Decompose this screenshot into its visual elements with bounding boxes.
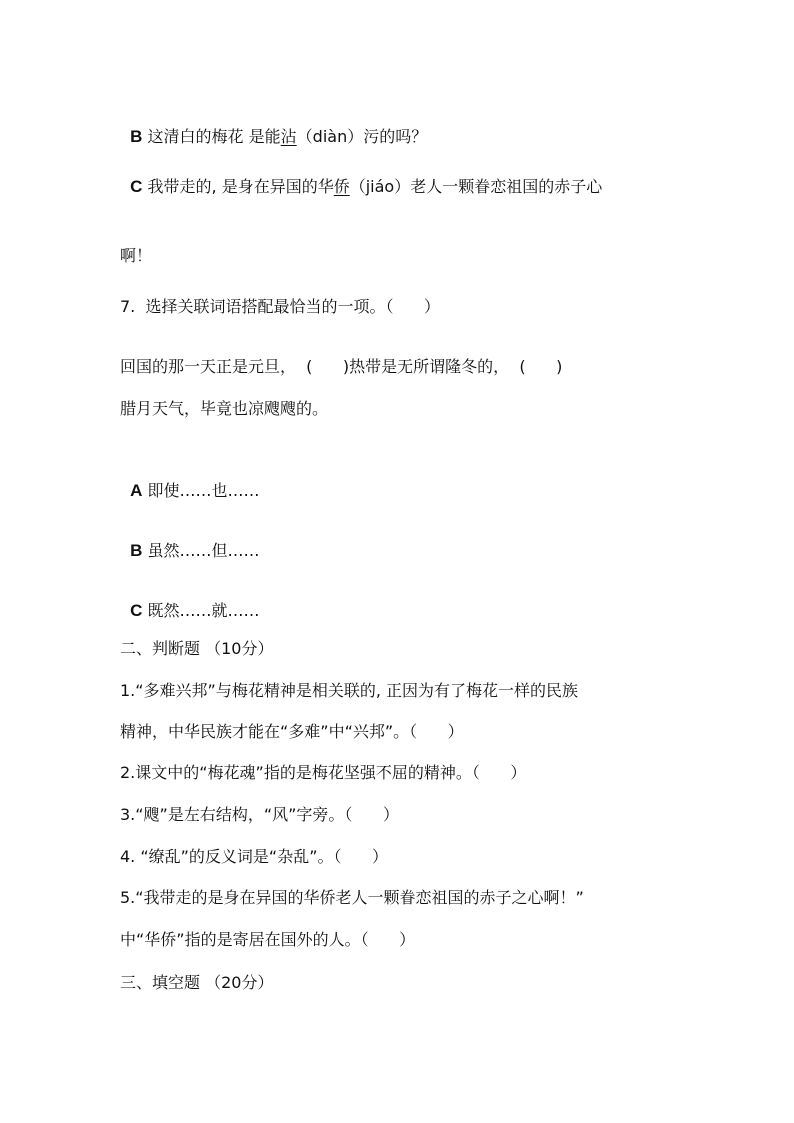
section-3-heading: 三、填空题 （20分）: [120, 973, 274, 992]
q7-passage-line-2: 腊月天气，毕竟也凉飕飕的。: [120, 399, 329, 418]
option-letter: B: [130, 541, 143, 560]
option-letter: C: [130, 601, 143, 620]
tf-item-2: 2.课文中的“梅花魂”指的是梅花坚强不屈的精神。（ ）: [120, 763, 527, 782]
tf-item-5-line-2: 中“华侨”指的是寄居在国外的人。（ ）: [120, 930, 416, 949]
q7-option-b: [120, 518, 260, 562]
option-text: 既然……就……: [142, 601, 260, 620]
option-letter: B: [130, 127, 143, 146]
option-letter: A: [130, 481, 143, 500]
option-text: 虽然……但……: [142, 541, 260, 560]
q7-option-c: [120, 578, 260, 622]
section-2-heading: 二、判断题 （10分）: [120, 639, 274, 658]
tf-item-3: 3.“飕”是左右结构，“风”字旁。（ ）: [120, 805, 399, 824]
option-text-before: 我带走的, 是身在异国的华: [142, 177, 334, 196]
q7-passage-line-1: 回国的那一天正是元旦， ( )热带是无所谓隆冬的， ( ): [120, 357, 563, 376]
option-text-after: （jiáo）老人一颗眷恋祖国的赤子心: [349, 177, 603, 196]
q6-option-c-continuation: 啊！: [120, 246, 153, 265]
option-text-after: （diàn）污的吗？: [296, 127, 428, 146]
underlined-char: 侨: [333, 177, 350, 196]
q7-option-a: [120, 458, 260, 502]
q6-option-b: [120, 104, 427, 148]
tf-item-1-line-2: 精神，中华民族才能在“多难”中“兴邦”。（ ）: [120, 722, 464, 741]
option-letter: C: [130, 177, 143, 196]
q7-prompt: 7. 选择关联词语搭配最恰当的一项。（ ）: [120, 297, 440, 316]
q6-option-c: [120, 154, 602, 198]
tf-item-5-line-1: 5.“我带走的是身在异国的华侨老人一颗眷恋祖国的赤子之心啊！”: [120, 888, 584, 907]
option-text-before: 这清白的梅花 是能: [142, 127, 281, 146]
option-text: 即使……也……: [142, 481, 260, 500]
tf-item-1-line-1: 1.“多难兴邦”与梅花精神是相关联的, 正因为有了梅花一样的民族: [120, 681, 579, 700]
tf-item-4: 4. “缭乱”的反义词是“杂乱”。（ ）: [120, 847, 389, 866]
underlined-char: 沾: [280, 127, 297, 146]
